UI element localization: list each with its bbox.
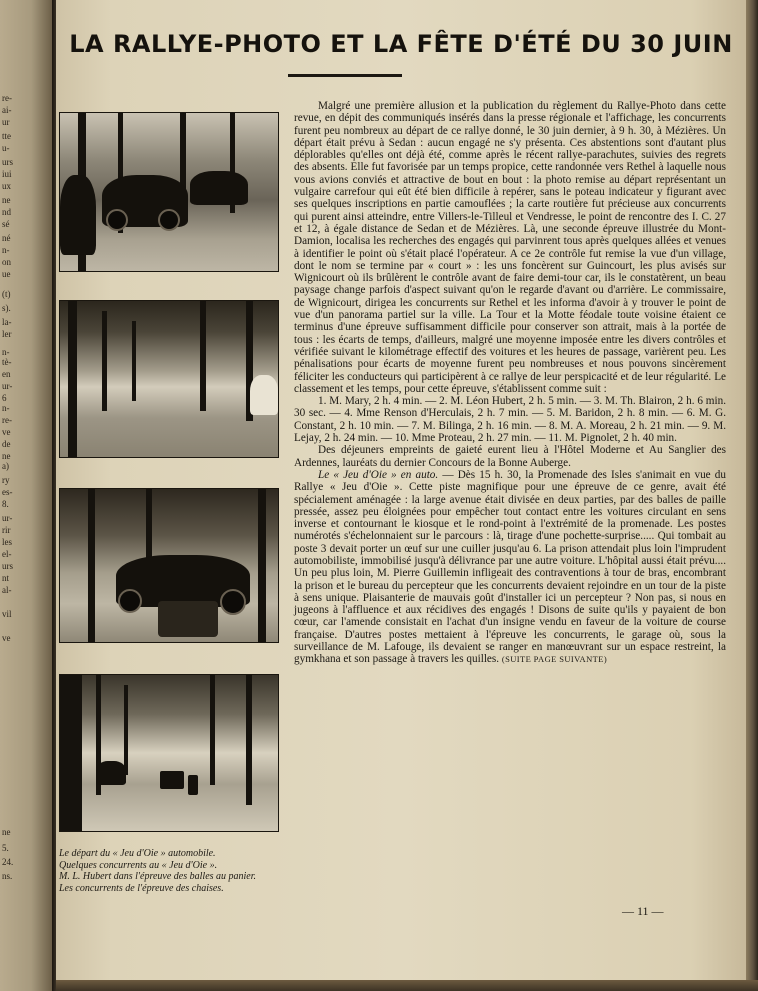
previous-page-fragment: ve xyxy=(2,633,11,643)
previous-page-fragment: el- xyxy=(2,549,12,559)
previous-page-fragment: nd xyxy=(2,207,11,217)
article-body xyxy=(294,100,726,666)
previous-page-fragment: en xyxy=(2,369,11,379)
photo-competitors xyxy=(59,300,279,458)
title-underline xyxy=(288,74,402,77)
previous-page-fragment: s). xyxy=(2,303,11,313)
previous-page-fragment: ler xyxy=(2,329,12,339)
previous-page-fragment: urs xyxy=(2,561,13,571)
previous-page-fragment: ne xyxy=(2,195,11,205)
previous-page-fragment: re- xyxy=(2,415,12,425)
previous-page-fragment: ux xyxy=(2,181,11,191)
previous-page-fragment: 5. xyxy=(2,843,9,853)
previous-page-fragment: nt xyxy=(2,573,10,583)
caption-1: Le départ du « Jeu d'Oie » automobile. xyxy=(59,848,216,859)
previous-page-fragment: a) xyxy=(2,461,9,471)
photo-balls-in-basket xyxy=(59,488,279,643)
previous-page-fragment: ne xyxy=(2,451,11,461)
previous-page-fragment: ns. xyxy=(2,871,13,881)
previous-page-fragment: ry xyxy=(2,475,10,485)
previous-page-fragment: de xyxy=(2,439,11,449)
paragraph-results: 1. M. Mary, 2 h. 4 min. — 2. M. Léon Hubert, 2 h. 5 min. — 3. M. Th. Blairon, 2 h. 6 min. 30 sec. — 4. Mme Renson d'Herculais, 2 h. 7 min. — 5. M. Baridon, 2 h. 8 min. — 6. M. G. Constant, 2 h. 10 min. — 7. M. Bilinga, 2 h. 16 min. — 8. M. A. Moreau, 2 h. 21 min. — 9. M. Lejay, 2 h. 24 min. — 10. Mme Proteau, 2 h. 27 min. — 11. M. Pignolet, 2 h. 40 min. xyxy=(294,395,726,445)
right-page-edge xyxy=(746,0,758,991)
previous-page-fragment: u- xyxy=(2,143,10,153)
previous-page-fragment: iui xyxy=(2,169,12,179)
continued-note: (SUITE PAGE SUIVANTE) xyxy=(501,654,608,665)
previous-page-fragment: 24. xyxy=(2,857,14,867)
previous-page-fragment: 6 xyxy=(2,393,7,403)
previous-page-fragment: re- xyxy=(2,93,12,103)
paragraph-intro: Malgré une première allusion et la publication du règlement du Rallye-Photo dans cette revue, en dépit des communiqués insérés dans la presse régionale et l'affichage, les concurrents furent peu nombreux au départ de ce rallye donné, le 30 juin dernier, à 9 h. 30, à Mézières. Un départ était prévu à Sedan : aucun engagé ne s'y présenta. Ces abstentions sont d'autant plus déplorables qu'elles ont déjà été, comme après le récent rallye-parachutes, suivies des regrets des absents. Elle fut favorisée par un temps propice, cette randonnée vers Rethel à laquelle nous vous avions conviés et attractive de bout en bout : la photo remise au départ représentant un vulgaire carrefour qui eût été bien difficile à repérer, sans le poteau indicateur y figurant avec ses quelques inscriptions en partie camouflées ; la carte routière fut précieuse aux concurrents qui purent ainsi atteindre, entre Villers-le-Tilleul et Vendresse, le point de rencontre des I. C. 27 et 12, à égale distance de Sedan et de Mézières. Là, une seconde épreuve illustrée du Mont-Damion, localisa les recherches des engagés qui parvinrent tous après quelques allées et venues à identifier le point où s'était placé l'opérateur. A ce 2e contrôle fut remise la vue d'un village, dont le nom se termine par « court » : les uns foncèrent sur Guincourt, les plus avisés sur Wignicourt où ils brûlèrent le contrôle avant de faire demi-tour car, ils le constatèrent, un beau paysage change parfois d'aspect suivant qu'on le regarde d'avant ou d'arrière. Le commissaire, de Wignicourt, dirigea les concurrents sur Rethel et les informa d'avoir à y trouver le point de vue d'un panorama partiel sur la ville. La Tour et la Motte féodale toute voisine étaient ce terminus d'une épreuve suffisamment difficile pour conserver son attrait, mais à la portée de tous : les écarts de temps, d'ailleurs, malgré une moyenne imposée entre les divers contrôles et vérifiée suivant le kilométrage effectif des voitures et les heures de passage, varièrent peu. Les pénalisations pour écarts de moyenne furent peu nombreuses et nous pouvons sincèrement féliciter les conducteurs qui participèrent à ce rallye de leur perspicacité et de leur régularité. Le classement et les temps, pour cette épreuve, s'établissent comme suit : xyxy=(294,100,726,395)
previous-page-fragment: n- xyxy=(2,347,10,357)
subheading-jeu-d-oie: Le « Jeu d'Oie » en auto. xyxy=(318,468,439,481)
previous-page-fragment: ur- xyxy=(2,513,13,523)
bottom-page-edge xyxy=(56,980,758,991)
photo-captions xyxy=(59,848,299,894)
previous-page-fragment: 8. xyxy=(2,499,9,509)
article-title: LA RALLYE-PHOTO ET LA FÊTE D'ÉTÉ DU 30 JUIN xyxy=(69,30,733,58)
previous-page-fragment: tte xyxy=(2,131,11,141)
previous-page-fragment: (t) xyxy=(2,289,11,299)
previous-page-fragment: la- xyxy=(2,317,12,327)
previous-page-fragment: ne xyxy=(2,827,11,837)
previous-page-fragment: urs xyxy=(2,157,13,167)
previous-page-fragment: vil xyxy=(2,609,12,619)
previous-page-fragment: ur- xyxy=(2,381,13,391)
previous-page-fragment: n- xyxy=(2,403,10,413)
caption-2: Quelques concurrents au « Jeu d'Oie ». xyxy=(59,859,218,871)
previous-page-fragment: on xyxy=(2,257,11,267)
caption-4: Les concurrents de l'épreuve des chaises. xyxy=(59,882,224,894)
previous-page-fragment: ai- xyxy=(2,105,12,115)
previous-page-fragment: rir xyxy=(2,525,11,535)
previous-page-fragment: al- xyxy=(2,585,12,595)
previous-page-fragment: les xyxy=(2,537,12,547)
page-number: — 11 — xyxy=(622,904,664,918)
paragraph-jeu-d-oie xyxy=(294,469,726,666)
magazine-page xyxy=(56,0,746,980)
previous-page-fragment: n- xyxy=(2,245,10,255)
previous-page-fragment: tè- xyxy=(2,357,12,367)
caption-3: M. L. Hubert dans l'épreuve des balles au panier. xyxy=(59,871,257,882)
previous-page-fragment: ve xyxy=(2,427,11,437)
previous-page-fragment: sé xyxy=(2,219,10,229)
paragraph-jeu-d-oie-text: — Dès 15 h. 30, la Promenade des Isles s'animait en vue du Rallye « Jeu d'Oie ». Cette piste magnifique pour une épreuve de ce genre, avait été spécialement aménagée : la large avenue était divisée en deux parties, par des balles de paille pressée, assez peu éloignées pour empêcher tout contact entre les voitures circulant en sens inverse et contournant le kiosque et le rond-point à l'extrémité de la promenade. Les postes numérotés s'échelonnaient sur le parcours : là, tirage d'une pochette-surprise..... Qui tombait au poste 3 devait porter un œuf sur une cuiller jusqu'au 6. La prison attendait plus loin l'imprudent automobiliste, immobilisé jusqu'à délivrance par une autre voiture. L'hôpital aussi était prévu.... Un peu plus loin, M. Pierre Guillemin infligeait des contraventions à tour de bras, encombrant la prison et le bureau du percepteur que les concurrents devaient rejoindre en un tour de la piste à sens unique. Plaisanterie de mauvais goût d'installer ici un percepteur ? Non pas, si nous en jugeons à l'affluence et aux récidives des engagés ! Disons de suite qu'ils y payaient de bon cœur, car l'amende consistait en l'achat d'un insigne vendu en faveur de la voiture de course française. D'autres postes mettaient à l'épreuve les concurrents, le garage où, sous la surveillance de M. Lafouge, ils devaient se ranger en manœuvrant sur un espace restreint, la gymkhana et son passage à travers les quilles. xyxy=(294,468,726,666)
previous-page-fragment: es- xyxy=(2,487,13,497)
photo-chairs-event xyxy=(59,674,279,832)
previous-page-fragment: ur xyxy=(2,117,10,127)
previous-page-fragment: né xyxy=(2,233,11,243)
paragraph-lunch: Des déjeuners empreints de gaieté eurent lieu à l'Hôtel Moderne et Au Sanglier des Ardennes, lauréats du dernier Concours de la Bonne Auberge. xyxy=(294,444,726,469)
photo-rally-start xyxy=(59,112,279,272)
previous-page-fragment: ue xyxy=(2,269,11,279)
previous-page-edge xyxy=(0,0,52,991)
